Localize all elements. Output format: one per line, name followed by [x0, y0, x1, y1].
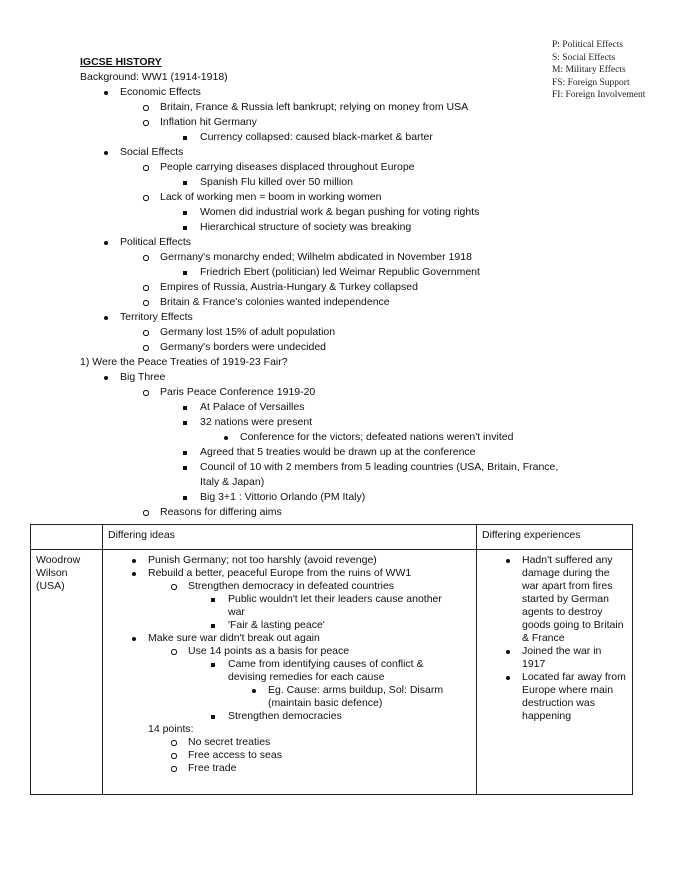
list-item: People carrying diseases displaced throughout Europe	[80, 160, 600, 175]
bullet-circle-icon	[143, 255, 149, 261]
list-item: Big 3+1 : Vittorio Orlando (PM Italy)	[80, 490, 600, 505]
list-item: Council of 10 with 2 members from 5 leading countries (USA, Britain, France,	[80, 460, 600, 475]
table-row	[31, 550, 633, 795]
bullet-circle-icon	[171, 766, 177, 772]
bullet-disc-icon	[104, 241, 108, 245]
section-heading: Economic Effects	[120, 86, 201, 98]
bullet-square-icon	[183, 226, 187, 230]
legend-item: P: Political Effects	[552, 40, 624, 50]
bullet-circle-icon	[143, 390, 149, 396]
differing-ideas-cell	[103, 550, 477, 795]
list-item: 32 nations were present	[80, 415, 600, 430]
bullet-square-icon	[183, 451, 187, 455]
list-item: Currency collapsed: caused black-market & barter	[80, 130, 600, 145]
bullet-disc-icon	[506, 559, 510, 563]
bullet-disc-icon	[224, 436, 228, 440]
list-item: Women did industrial work & began pushing for voting rights	[80, 205, 600, 220]
bullet-disc-icon	[506, 676, 510, 680]
comparison-table	[30, 524, 633, 795]
list-item-continuation: devising remedies for each cause	[228, 671, 385, 683]
list-item: Conference for the victors; defeated nations weren't invited	[80, 430, 600, 445]
list-item: Hadn't suffered any damage during the war apart from fires started by German agents to destroy goods going to Britain & France	[482, 554, 627, 645]
list-item: Free trade	[108, 762, 471, 775]
bullet-disc-icon	[132, 559, 136, 563]
list-item: Friedrich Ebert (politician) led Weimar Republic Government	[80, 265, 600, 280]
list-item: Rebuild a better, peaceful Europe from the ruins of WW1	[108, 567, 471, 580]
list-item: 'Fair & lasting peace'	[108, 619, 471, 632]
list-item: Germany's monarchy ended; Wilhelm abdicated in November 1918	[80, 250, 600, 265]
list-item: Spanish Flu killed over 50 million	[80, 175, 600, 190]
bullet-disc-icon	[252, 689, 256, 693]
bullet-circle-icon	[143, 105, 149, 111]
list-item: Germany lost 15% of adult population	[80, 325, 600, 340]
question-heading: 1) Were the Peace Treaties of 1919-23 Fair?	[80, 356, 288, 368]
list-item-continuation: war	[228, 606, 245, 618]
background-line: Background: WW1 (1914-1918)	[80, 71, 228, 83]
bullet-square-icon	[183, 181, 187, 185]
list-item: Paris Peace Conference 1919-20	[80, 385, 600, 400]
list-item: Eg. Cause: arms buildup, Sol: Disarm	[108, 684, 471, 697]
list-item: Free access to seas	[108, 749, 471, 762]
section-heading: Social Effects	[120, 146, 184, 158]
bullet-circle-icon	[143, 285, 149, 291]
legend-item: S: Social Effects	[552, 52, 616, 63]
bullet-circle-icon	[171, 740, 177, 746]
bullet-square-icon	[211, 624, 215, 628]
differing-experiences-cell	[477, 550, 633, 795]
list-item-continuation: Italy & Japan)	[200, 476, 265, 488]
bullet-square-icon	[183, 466, 187, 470]
table-header-cell: Differing experiences	[477, 525, 633, 550]
list-item: Reasons for differing aims	[80, 505, 600, 520]
bullet-disc-icon	[506, 650, 510, 654]
list-item: Big Three	[80, 370, 600, 385]
bullet-square-icon	[211, 715, 215, 719]
list-item: Came from identifying causes of conflict &	[108, 658, 471, 671]
list-item: Strengthen democracies	[108, 710, 471, 723]
bullet-circle-icon	[143, 165, 149, 171]
legend-item: FS: Foreign Support	[552, 77, 630, 88]
list-item: Punish Germany; not too harshly (avoid revenge)	[108, 554, 471, 567]
bullet-circle-icon	[171, 584, 177, 590]
bullet-circle-icon	[171, 649, 177, 655]
bullet-circle-icon	[143, 195, 149, 201]
bullet-square-icon	[183, 136, 187, 140]
list-item	[80, 310, 600, 325]
list-item: Joined the war in 1917	[482, 645, 627, 671]
legend-item: M: Military Effects	[552, 65, 626, 75]
bullet-disc-icon	[104, 91, 108, 95]
list-item: Hierarchical structure of society was breaking	[80, 220, 600, 235]
bullet-square-icon	[183, 271, 187, 275]
list-item: Public wouldn't let their leaders cause another	[108, 593, 471, 606]
list-item-continuation: (maintain basic defence)	[268, 697, 383, 709]
bullet-disc-icon	[104, 376, 108, 380]
list-item	[80, 235, 600, 250]
bullet-square-icon	[183, 211, 187, 215]
list-item	[80, 85, 600, 100]
list-item: At Palace of Versailles	[80, 400, 600, 415]
notes-document	[80, 55, 600, 520]
bullet-square-icon	[211, 663, 215, 667]
bullet-square-icon	[183, 406, 187, 410]
bullet-circle-icon	[171, 753, 177, 759]
section-heading: Political Effects	[120, 236, 192, 248]
list-item: Strengthen democracy in defeated countries	[108, 580, 471, 593]
row-label-cell: Woodrow Wilson (USA)	[31, 550, 103, 795]
bullet-square-icon	[183, 421, 187, 425]
list-item: Lack of working men = boom in working women	[80, 190, 600, 205]
bullet-circle-icon	[143, 330, 149, 336]
list-item: Britain, France & Russia left bankrupt; relying on money from USA	[80, 100, 600, 115]
list-item: Germany's borders were undecided	[80, 340, 600, 355]
list-item: Agreed that 5 treaties would be drawn up at the conference	[80, 445, 600, 460]
page-title: IGCSE HISTORY	[80, 56, 162, 68]
list-item: Britain & France's colonies wanted independence	[80, 295, 600, 310]
bullet-square-icon	[183, 496, 187, 500]
list-item	[80, 145, 600, 160]
list-item: Empires of Russia, Austria-Hungary & Turkey collapsed	[80, 280, 600, 295]
bullet-disc-icon	[104, 316, 108, 320]
legend-item: FI: Foreign Involvement	[552, 90, 646, 100]
section-heading: Territory Effects	[120, 311, 193, 323]
list-item: Use 14 points as a basis for peace	[108, 645, 471, 658]
list-item: No secret treaties	[108, 736, 471, 749]
bullet-circle-icon	[143, 345, 149, 351]
bullet-circle-icon	[143, 120, 149, 126]
bullet-disc-icon	[132, 637, 136, 641]
list-item: Make sure war didn't break out again	[108, 632, 471, 645]
table-header-cell: Differing ideas	[103, 525, 477, 550]
list-item: Located far away from Europe where main destruction was happening	[482, 671, 627, 723]
bullet-disc-icon	[104, 151, 108, 155]
bullet-circle-icon	[143, 510, 149, 516]
bullet-disc-icon	[132, 572, 136, 576]
bullet-circle-icon	[143, 300, 149, 306]
fourteen-points-label: 14 points:	[148, 723, 194, 735]
table-header-row	[31, 525, 633, 550]
list-item: Inflation hit Germany	[80, 115, 600, 130]
bullet-square-icon	[211, 598, 215, 602]
table-header-cell	[31, 525, 103, 550]
